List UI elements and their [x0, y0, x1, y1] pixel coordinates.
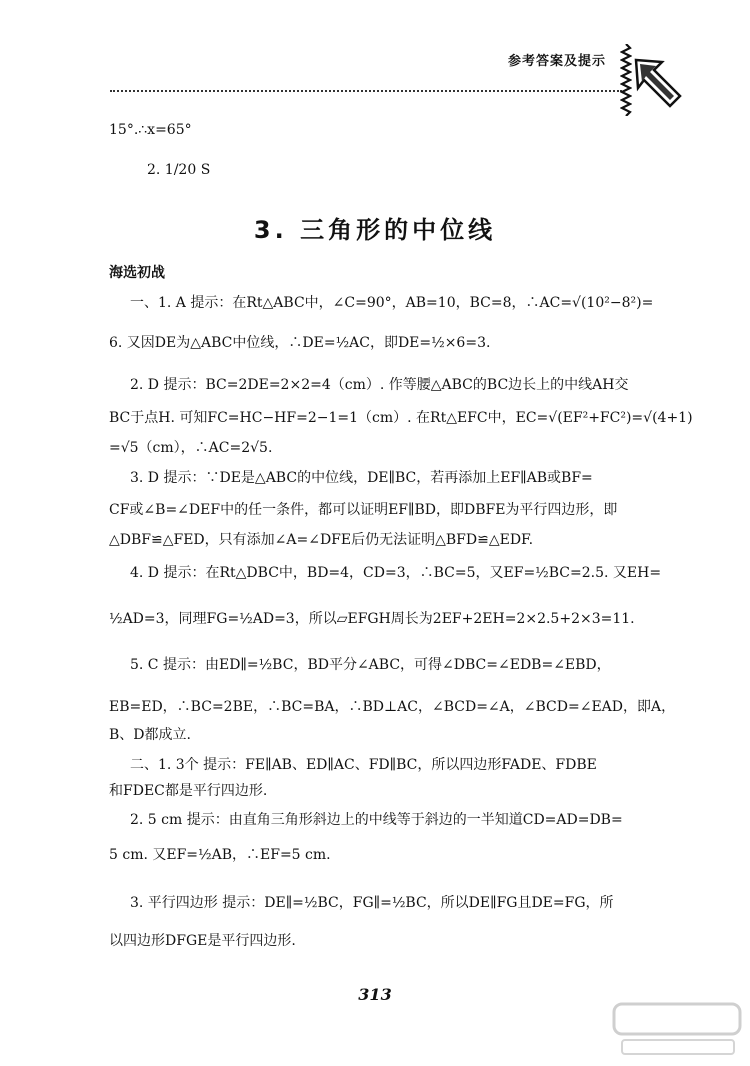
zigzag-border-icon: [620, 44, 632, 116]
continuation-line-2: 2. 1/20 S: [147, 162, 211, 178]
page-number: 313: [358, 985, 392, 1004]
body-line: BC于点H. 可知FC=HC−HF=2−1=1（cm）. 在Rt△EFC中，EC=√(EF²+FC²)=√(4+1): [109, 410, 693, 426]
body-line: 和FDEC都是平行四边形.: [109, 783, 268, 799]
body-line: 2. D 提示：BC=2DE=2×2=4（cm）. 作等腰△ABC的BC边长上的中线AH交: [130, 377, 629, 393]
body-line: 2. 5 cm 提示：由直角三角形斜边上的中线等于斜边的一半知道CD=AD=DB=: [130, 812, 623, 828]
header-title: 参考答案及提示: [508, 54, 607, 69]
body-line: 以四边形DFGE是平行四边形.: [109, 933, 296, 949]
section-title: 3. 三角形的中位线: [253, 216, 497, 244]
body-line: 5 cm. 又EF=½AB，∴EF=5 cm.: [109, 847, 331, 863]
body-line: ½AD=3，同理FG=½AD=3，所以▱EFGH周长为2EF+2EH=2×2.5+2×3=11.: [109, 611, 635, 627]
body-line: CF或∠B=∠DEF中的任一条件，都可以证明EF∥BD，即DBFE为平行四边形，即: [109, 502, 618, 518]
body-line: EB=ED，∴BC=2BE，∴BC=BA，∴BD⊥AC，∠BCD=∠A，∠BCD=∠EAD，即A，: [109, 699, 676, 715]
body-line: 3. D 提示：∵DE是△ABC的中位线，DE∥BC，若再添加上EF∥AB或BF=: [130, 470, 593, 486]
body-line: 一、1. A 提示：在Rt△ABC中，∠C=90°，AB=10，BC=8，∴AC=√(10²−8²)=: [130, 295, 654, 311]
body-line: △DBF≌△FED，只有添加∠A=∠DFE后仍无法证明△BFD≌△EDF.: [109, 532, 534, 548]
arrow-up-left-icon: [632, 56, 684, 114]
body-line: 4. D 提示：在Rt△DBC中，BD=4，CD=3，∴BC=5，又EF=½BC=2.5. 又EH=: [130, 565, 662, 581]
body-line: =√5（cm），∴AC=2√5.: [109, 440, 273, 456]
section-subheading: 海选初战: [109, 265, 165, 281]
body-line: B、D都成立.: [109, 727, 191, 743]
watermark-logo: [612, 1000, 742, 1058]
body-line: 二、1. 3个 提示：FE∥AB、ED∥AC、FD∥BC，所以四边形FADE、FDBE: [130, 757, 597, 773]
body-line: 3. 平行四边形 提示：DE∥=½BC，FG∥=½BC，所以DE∥FG且DE=FG，所: [130, 895, 614, 911]
continuation-line-1: 15°.∴x=65°: [109, 122, 192, 138]
body-line: 6. 又因DE为△ABC中位线，∴DE=½AC，即DE=½×6=3.: [109, 335, 491, 351]
body-line: 5. C 提示：由ED∥=½BC，BD平分∠ABC，可得∠DBC=∠EDB=∠EBD，: [130, 657, 611, 673]
header-dotted-rule: [110, 90, 622, 92]
